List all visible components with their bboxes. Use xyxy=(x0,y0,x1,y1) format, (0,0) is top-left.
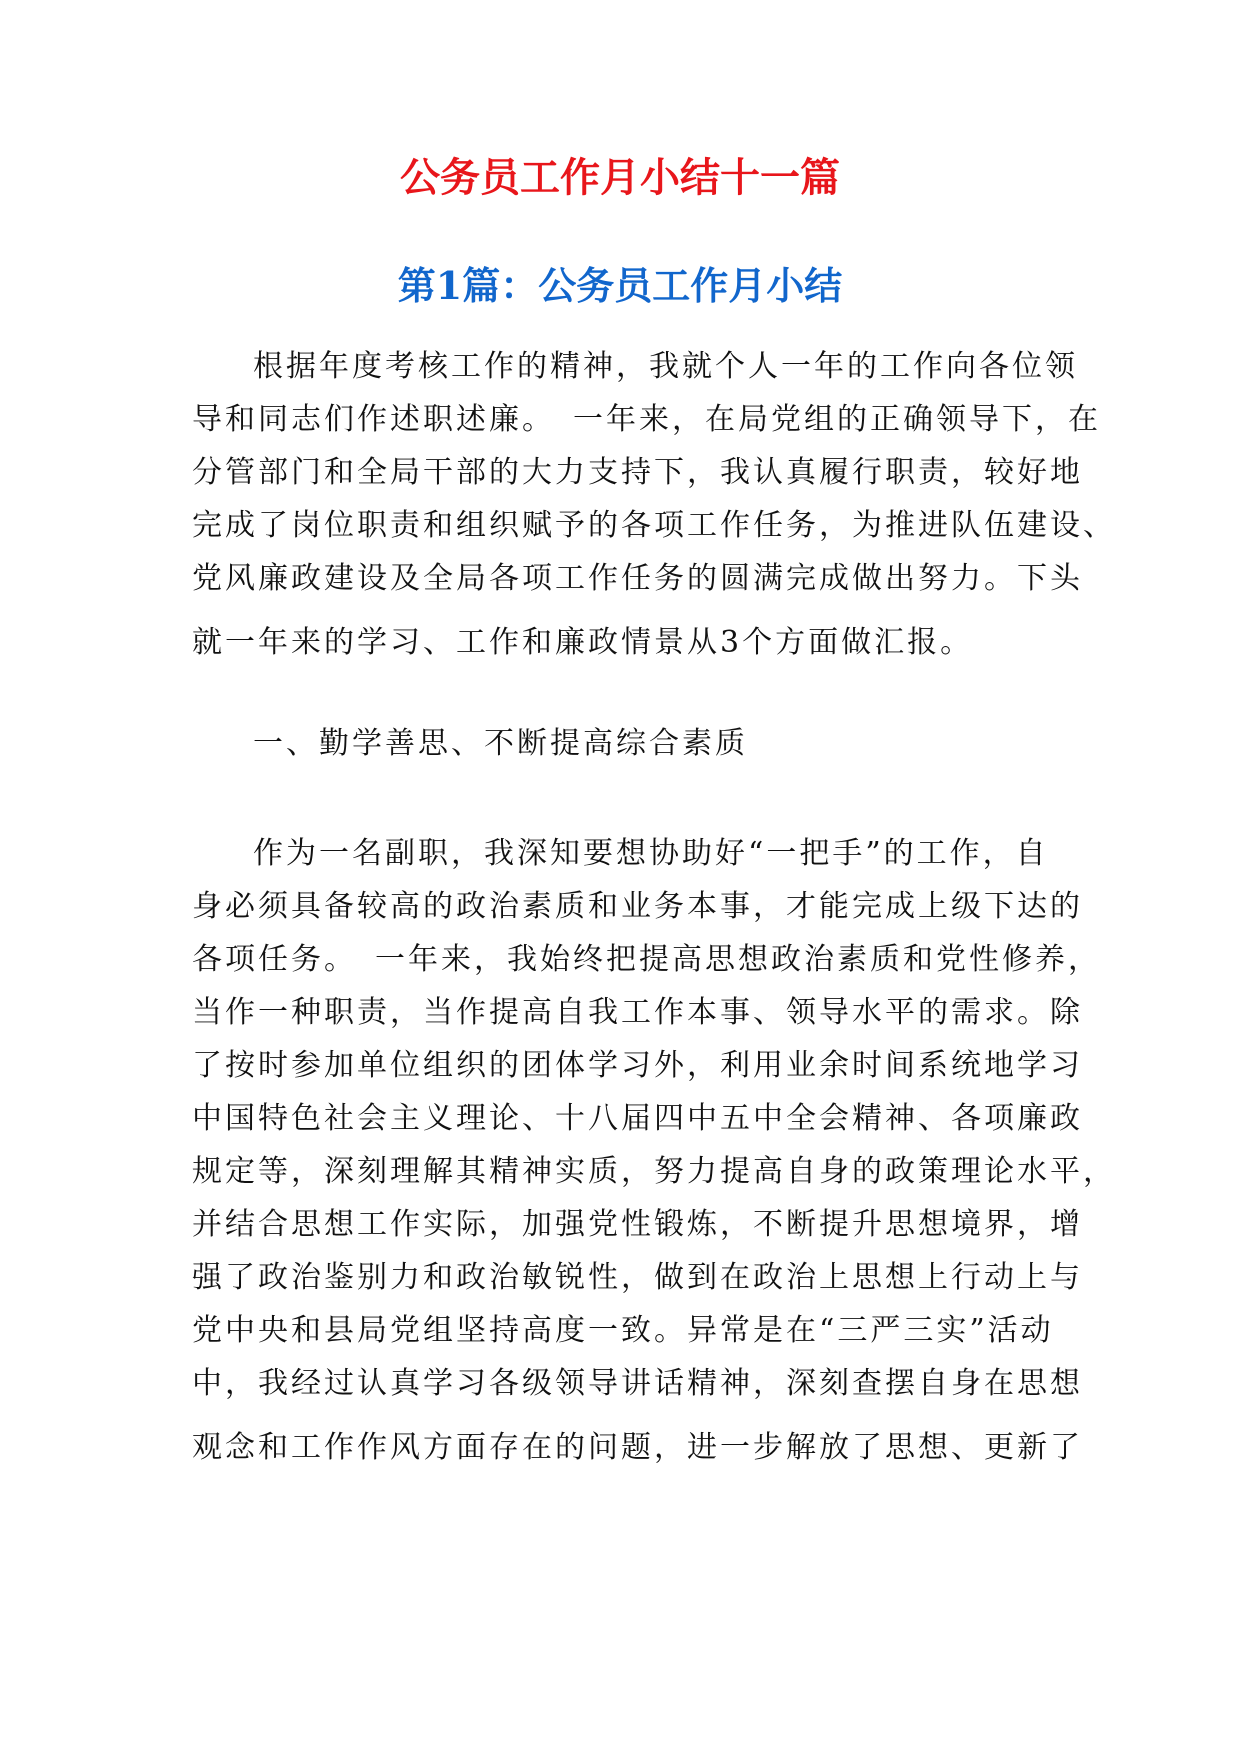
paragraph-line: 完成了岗位职责和组织赋予的各项工作任务，为推进队伍建设、 xyxy=(192,508,1116,543)
document-title: 公务员工作月小结十一篇 xyxy=(400,154,840,201)
paragraph-line: 各项任务。 一年来，我始终把提高思想政治素质和党性修养， xyxy=(192,942,1101,977)
paragraph-line: 了按时参加单位组织的团体学习外，利用业余时间系统地学习 xyxy=(192,1048,1083,1083)
paragraph-line: 观念和工作作风方面存在的问题，进一步解放了思想、更新了 xyxy=(192,1430,1083,1465)
paragraph-line: 中，我经过认真学习各级领导讲话精神，深刻查摆自身在思想 xyxy=(192,1366,1083,1401)
paragraph-line: 党风廉政建设及全局各项工作任务的圆满完成做出努力。下头 xyxy=(192,561,1083,596)
paragraph-line: 导和同志们作述职述廉。 一年来，在局党组的正确领导下，在 xyxy=(192,402,1101,437)
paragraph-line: 身必须具备较高的政治素质和业务本事，才能完成上级下达的 xyxy=(192,889,1083,924)
paragraph-line: 分管部门和全局干部的大力支持下，我认真履行职责，较好地 xyxy=(192,455,1083,490)
section-subtitle: 第1篇：公务员工作月小结 xyxy=(397,263,843,308)
paragraph-line: 作为一名副职，我深知要想协助好“一把手”的工作，自 xyxy=(253,836,1049,871)
paragraph-line: 中国特色社会主义理论、十八届四中五中全会精神、各项廉政 xyxy=(192,1101,1083,1136)
paragraph-line: 就一年来的学习、工作和廉政情景从3个方面做汇报。 xyxy=(192,625,974,660)
paragraph-line: 党中央和县局党组坚持高度一致。异常是在“三严三实”活动 xyxy=(192,1313,1054,1348)
paragraph-line: 强了政治鉴别力和政治敏锐性，做到在政治上思想上行动上与 xyxy=(192,1260,1083,1295)
paragraph-line: 规定等，深刻理解其精神实质，努力提高自身的政策理论水平， xyxy=(192,1154,1116,1189)
section-heading: 一、勤学善思、不断提高综合素质 xyxy=(253,726,748,761)
paragraph-line: 当作一种职责，当作提高自我工作本事、领导水平的需求。除 xyxy=(192,995,1083,1030)
paragraph-line: 根据年度考核工作的精神，我就个人一年的工作向各位领 xyxy=(253,349,1078,384)
paragraph-line: 并结合思想工作实际，加强党性锻炼，不断提升思想境界，增 xyxy=(192,1207,1083,1242)
